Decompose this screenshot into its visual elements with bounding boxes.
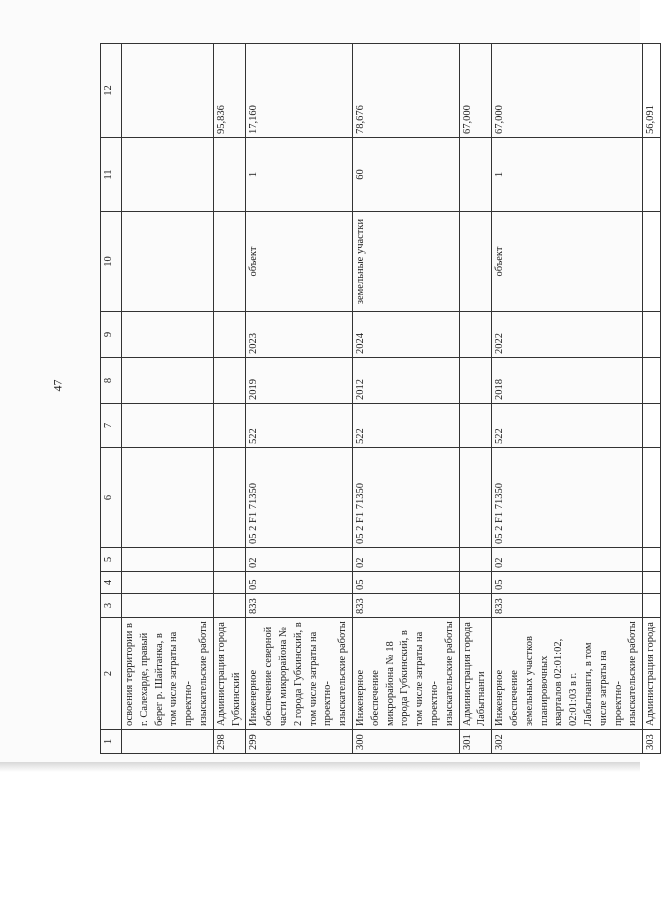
cell-col9: 2023 — [246, 312, 353, 358]
cell-col8: 2012 — [352, 358, 459, 404]
cell-col12: 95,836 — [213, 44, 246, 138]
table-row — [643, 44, 661, 754]
cell-col7: 522 — [246, 404, 353, 448]
cell-col4 — [459, 572, 492, 594]
cell-col7 — [643, 404, 661, 448]
cell-col4 — [213, 572, 246, 594]
cell-col8: 2018 — [492, 358, 643, 404]
cell-col9: 2022 — [492, 312, 643, 358]
table-row — [352, 44, 459, 754]
cell-col6: 05 2 F1 71350 — [352, 448, 459, 548]
cell-col8 — [459, 358, 492, 404]
cell-col4: 05 — [352, 572, 459, 594]
cell-col8 — [643, 358, 661, 404]
cell-col10 — [459, 212, 492, 312]
object-name: Инженерное обеспечение северной части микрорайона № 2 города Губкинский, в том числе затраты на проектно-изыскательские работы — [246, 618, 353, 730]
table-row — [459, 44, 492, 754]
cell-col7 — [213, 404, 246, 448]
row-number — [122, 730, 214, 754]
cell-col11 — [459, 138, 492, 212]
column-number-row — [101, 44, 122, 754]
cell-col5: 02 — [352, 548, 459, 572]
cell-col3 — [213, 594, 246, 618]
cell-col10: объект — [492, 212, 643, 312]
cell-col12 — [122, 44, 214, 138]
column-number: 1 — [101, 730, 122, 754]
row-number: 303 — [643, 730, 661, 754]
row-number: 298 — [213, 730, 246, 754]
cell-col10 — [122, 212, 214, 312]
cell-col5 — [122, 548, 214, 572]
cell-col3: 833 — [246, 594, 353, 618]
table-row — [122, 44, 214, 754]
column-number: 6 — [101, 448, 122, 548]
cell-col7: 522 — [492, 404, 643, 448]
cell-col9 — [122, 312, 214, 358]
cell-col3 — [459, 594, 492, 618]
cell-col4 — [643, 572, 661, 594]
cell-col3: 833 — [492, 594, 643, 618]
cell-col11 — [122, 138, 214, 212]
cell-col11: 1 — [492, 138, 643, 212]
cell-col8 — [122, 358, 214, 404]
cell-col4: 05 — [492, 572, 643, 594]
column-number: 5 — [101, 548, 122, 572]
cell-col10 — [643, 212, 661, 312]
cell-col6 — [459, 448, 492, 548]
row-number: 302 — [492, 730, 643, 754]
column-number: 3 — [101, 594, 122, 618]
table-row — [213, 44, 246, 754]
cell-col9 — [643, 312, 661, 358]
cell-col5: 02 — [492, 548, 643, 572]
table-row — [492, 44, 643, 754]
object-name: Инженерное обеспечение земельных участков планировочных кварталов 02:01:02, 02:01:03 в г. Лабытнанги, в том числе затраты на проектно-изыскательские работы — [492, 618, 643, 730]
cell-col7 — [122, 404, 214, 448]
column-number: 11 — [101, 138, 122, 212]
object-name: Администрация города Лабытнанги — [459, 618, 492, 730]
cell-col11 — [643, 138, 661, 212]
object-name: освоения территории в г. Салехарде, правый берег р. Шайтанка, в том числе затраты на проектно-изыскательские работы — [122, 618, 214, 730]
column-number: 7 — [101, 404, 122, 448]
cell-col5: 02 — [246, 548, 353, 572]
cell-col4: 05 — [246, 572, 353, 594]
cell-col3 — [122, 594, 214, 618]
cell-col12: 67,000 — [459, 44, 492, 138]
cell-col12: 78,676 — [352, 44, 459, 138]
cell-col10: объект — [246, 212, 353, 312]
cell-col9 — [213, 312, 246, 358]
cell-col6 — [122, 448, 214, 548]
cell-col11: 60 — [352, 138, 459, 212]
cell-col9: 2024 — [352, 312, 459, 358]
cell-col4 — [122, 572, 214, 594]
cell-col3 — [643, 594, 661, 618]
cell-col10 — [213, 212, 246, 312]
cell-col5 — [643, 548, 661, 572]
object-name: Инженерное обеспечение микрорайона № 18 города Губкинский, в том числе затраты на проектно-изыскательские работы — [352, 618, 459, 730]
column-number: 10 — [101, 212, 122, 312]
cell-col11 — [213, 138, 246, 212]
cell-col5 — [213, 548, 246, 572]
row-number: 301 — [459, 730, 492, 754]
column-number: 2 — [101, 618, 122, 730]
cell-col7 — [459, 404, 492, 448]
cell-col6 — [643, 448, 661, 548]
cell-col8 — [213, 358, 246, 404]
cell-col12: 56,091 — [643, 44, 661, 138]
cell-col3: 833 — [352, 594, 459, 618]
object-name: Администрация города Губкинский — [213, 618, 246, 730]
cell-col10: земельные участки — [352, 212, 459, 312]
cell-col12: 67,000 — [492, 44, 643, 138]
cell-col12: 17,160 — [246, 44, 353, 138]
row-number: 300 — [352, 730, 459, 754]
column-number: 9 — [101, 312, 122, 358]
object-name: Администрация города — [643, 618, 661, 730]
row-number: 299 — [246, 730, 353, 754]
cell-col11: 1 — [246, 138, 353, 212]
cell-col7: 522 — [352, 404, 459, 448]
column-number: 12 — [101, 44, 122, 138]
cell-col9 — [459, 312, 492, 358]
table-row — [246, 44, 353, 754]
cell-col6: 05 2 F1 71350 — [492, 448, 643, 548]
cell-col6: 05 2 F1 71350 — [246, 448, 353, 548]
page-number: 47 — [50, 379, 65, 392]
column-number: 4 — [101, 572, 122, 594]
register-table — [100, 43, 661, 754]
table-body — [101, 44, 661, 754]
rotated-table-container — [100, 44, 657, 754]
cell-col5 — [459, 548, 492, 572]
cell-col6 — [213, 448, 246, 548]
page-edge-shadow — [0, 762, 640, 772]
cell-col8: 2019 — [246, 358, 353, 404]
column-number: 8 — [101, 358, 122, 404]
